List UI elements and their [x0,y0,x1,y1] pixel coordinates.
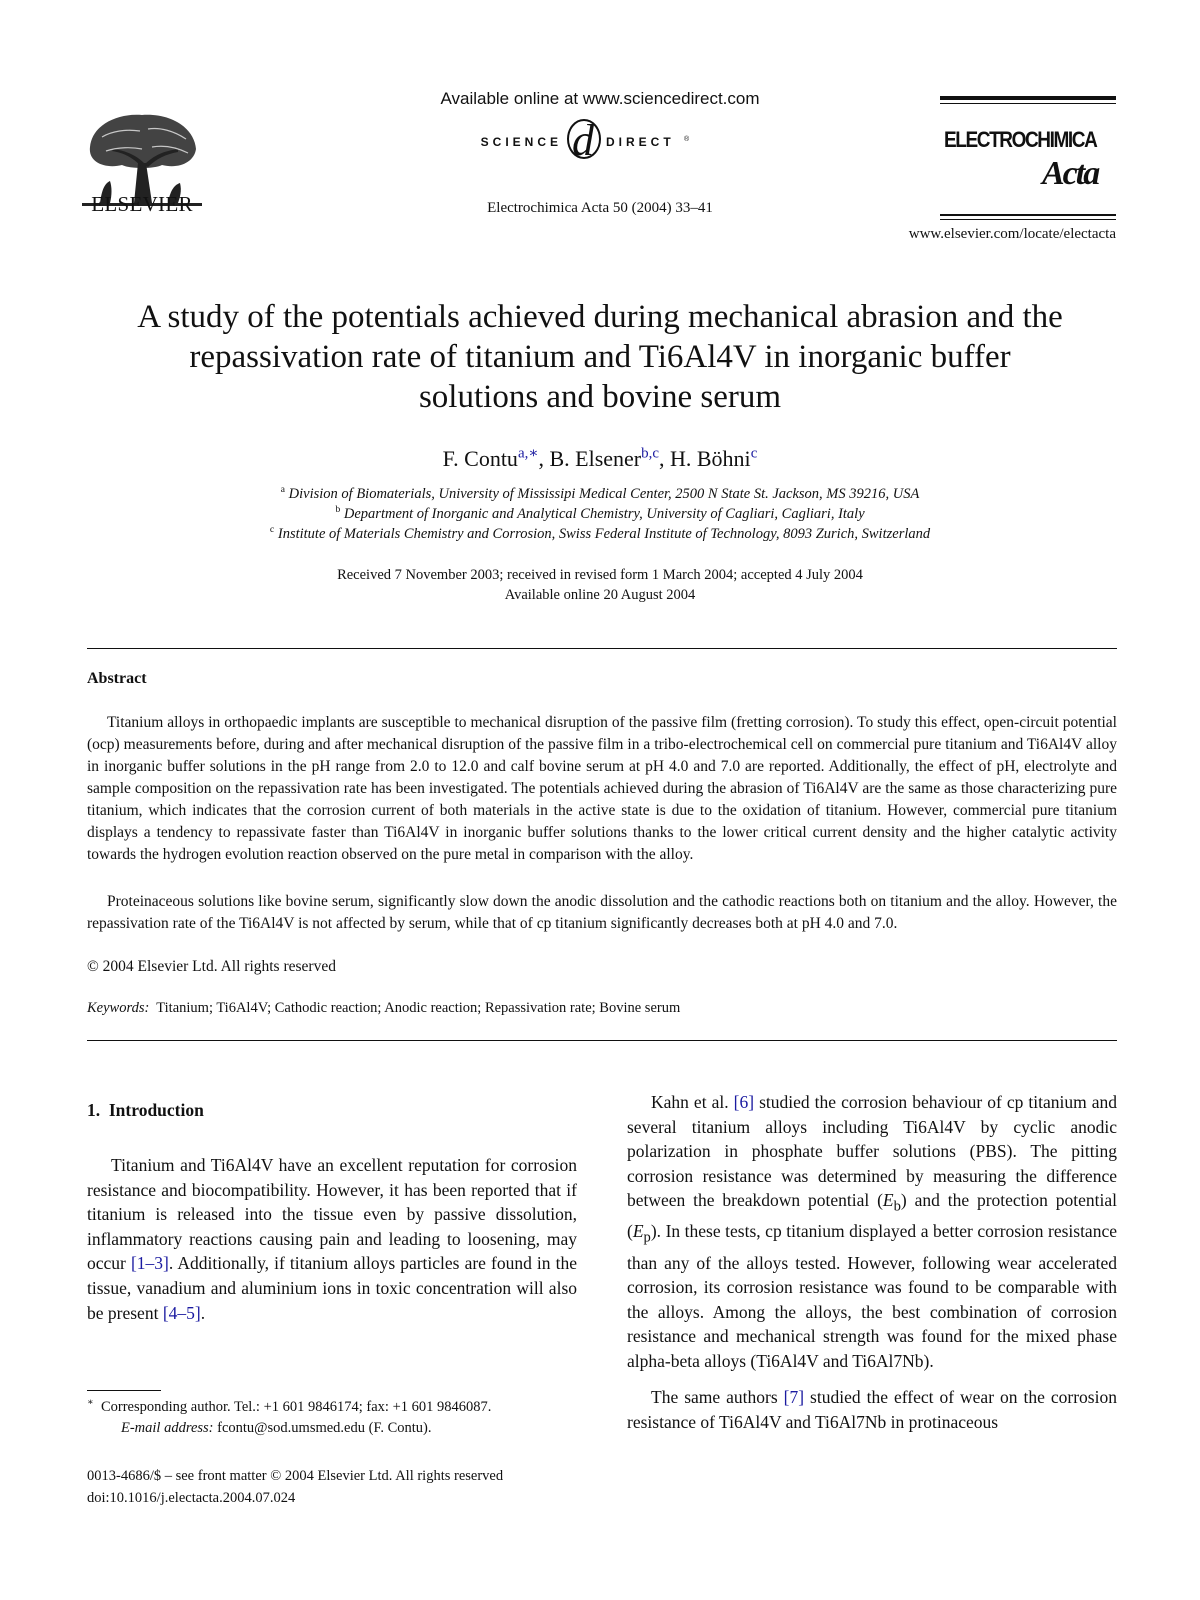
affiliation-text: Division of Biomaterials, University of Mississipi Medical Center, 2500 N State St. Jackson, MS 39216, USA [288,486,920,502]
section-divider [87,1040,1117,1041]
paragraph-text: The same authors [651,1387,784,1407]
title-line: A study of the potentials achieved during mechanical abrasion and the [137,299,1063,335]
section-divider [87,648,1117,649]
abstract-copyright: © 2004 Elsevier Ltd. All rights reserved [87,958,336,975]
author-separator: , [538,446,550,471]
journal-url: www.elsevier.com/locate/electacta [908,226,1116,242]
sd-logo-left-text: SCIENCE [480,135,562,149]
paragraph-text: Kahn et al. [651,1092,734,1112]
available-online-line: Available online at www.sciencedirect.com [440,89,760,108]
affiliation [0,506,1200,523]
journal-brand-rule [940,103,1116,104]
affiliation [0,526,1200,543]
math-symbol: E [882,1190,894,1211]
title-line: repassivation rate of titanium and Ti6Al4V in inorganic buffer [189,339,1011,375]
math-symbol: E [632,1221,644,1242]
journal-brand-title: ELECTROCHIMICA [944,128,1097,153]
footnote-mark: ∗ [87,1397,94,1409]
footnote-text: Corresponding author. Tel.: +1 601 9846174; fax: +1 601 9846087. [100,1399,492,1415]
author-affiliation-link[interactable]: b,c [641,445,659,462]
paragraph-text: ) and the protection potential ( [627,1190,1117,1242]
corresponding-author-footnote [87,1399,491,1416]
section-heading: 1. Introduction [87,1100,204,1120]
affiliation-mark: c [269,524,275,536]
issn-line: 0013-4686/$ – see front matter © 2004 Elsevier Ltd. All rights reserved [87,1468,504,1484]
journal-citation: Electrochimica Acta 50 (2004) 33–41 [487,200,713,216]
paragraph-text: studied the corrosion behaviour of cp titanium and several titanium alloys including Ti6Al4V by cyclic anodic polarization in phosphate buffer solutions (PBS). The pitting corrosion resistance was determined by measuring the difference between the breakdown potential ( [627,1092,1117,1211]
affiliation-mark: a [280,484,286,496]
paper-title [100,297,1100,417]
affiliation-mark: b [335,504,341,516]
citation-link[interactable]: [6] [733,1092,755,1112]
abstract-heading: Abstract [87,670,147,687]
svg-text:d: d [572,117,594,165]
abstract-paragraph: Proteinaceous solutions like bovine serum, significantly slow down the anodic dissolution and the cathodic reactions both on titanium and the alloy. However, the repassivation rate of the Ti6Al4V is not affected by serum, while that of cp titanium significantly decreases both at pH 4.0 and 7.0. [87,893,1117,932]
author-affiliation-link[interactable]: c [750,445,758,462]
affiliation-text: Institute of Materials Chemistry and Corrosion, Swiss Federal Institute of Technology, 8093 Zurich, Switzerland [277,526,931,542]
keywords [87,1000,680,1017]
abstract-paragraph: Titanium alloys in orthopaedic implants are susceptible to mechanical disruption of the passive film (fretting corrosion). To study this effect, open-circuit potential (ocp) measurements before, during and after mechanical disruption of the passive film in a tribo-electrochemical cell on commercial pure titanium and Ti6Al4V alloy in inorganic buffer solutions in the pH range from 2.0 to 12.0 and calf bovine serum at pH 4.0 and 7.0 are reported. Additionally, the effect of pH, electrolyte and sample composition on the repassivation rate has been investigated. The potentials achieved during the abrasion of Ti6Al4V are the same as those characterizing pure titanium, which indicates that the corrosion current of both materials in the active state is due to the oxidation of titanium. However, commercial pure titanium displays a tendency to repassivate faster than Ti6Al4V in inorganic buffer solutions thanks to the lower critical current density and the higher catalytic activity towards the hydrogen evolution reaction observed on the pure metal in comparison with the alloy. [87,714,1117,863]
online-date: Available online 20 August 2004 [504,587,696,603]
keywords-label: Keywords: [87,1000,150,1016]
received-dates: Received 7 November 2003; received in revised form 1 March 2004; accepted 4 July 2004 [337,567,863,583]
publisher-name: ELSEVIER [91,192,193,216]
paragraph-text: . [200,1302,206,1323]
journal-brand-subtitle: Acta [1042,155,1099,192]
email-address: fcontu@sod.umsmed.edu (F. Contu). [217,1420,432,1436]
math-subscript: b [893,1198,901,1215]
svg-text:®: ® [684,136,690,143]
paragraph-text: Titanium and Ti6Al4V have an excellent reputation for corrosion resistance and biocompatibility. However, it has been reported that if titanium is released into the tissue even by passive dissolution, inflammatory reactions causing pain and leading to loosening, may occur [87,1155,577,1274]
doi-line: doi:10.1016/j.electacta.2004.07.024 [87,1490,296,1506]
intro-paragraph [87,1153,577,1325]
keywords-text: Titanium; Ti6Al4V; Cathodic reaction; Anodic reaction; Repassivation rate; Bovine serum [156,1000,681,1016]
author-name: F. Contu [442,446,518,471]
author-name: B. Elsener [549,446,642,471]
math-subscript: p [643,1229,651,1246]
sd-logo-right-text: DIRECT [606,135,675,149]
paragraph-text: studied the effect of wear on the corrosion resistance of Ti6Al4V and Ti6Al7Nb in protinaceous [627,1387,1117,1432]
journal-brand-rule [940,96,1116,100]
author-list [0,446,1200,472]
email-label: E-mail address: [121,1420,214,1436]
journal-brand-rule [940,214,1116,216]
footnote-rule [87,1390,161,1391]
paragraph-text: . Additionally, if titanium alloys particles are found in the tissue, vanadium and aluminium ions in toxic concentration will also be present [87,1253,577,1323]
affiliation-text: Department of Inorganic and Analytical Chemistry, University of Cagliari, Cagliari, Italy [343,506,865,522]
journal-brand-rule [940,219,1116,220]
author-affiliation-link[interactable]: a,∗ [517,445,539,462]
author-separator: , [659,446,670,471]
paragraph-text: ). In these tests, cp titanium displayed a better corrosion resistance than any of the alloys tested. However, following wear accelerated corrosion, its corrosion resistance was found to be comparable with the alloys. Among the alloys, the best combination of corrosion resistance and mechanical strength was found for the mixed phase alpha-beta alloys (Ti6Al4V and Ti6Al7Nb). [627,1221,1117,1371]
title-line: solutions and bovine serum [418,379,782,415]
body-paragraph [627,1385,1117,1434]
affiliation [0,486,1200,503]
citation-link[interactable]: [4–5] [162,1302,201,1323]
email-footnote [121,1420,432,1437]
citation-link[interactable]: [7] [783,1387,805,1407]
sciencedirect-logo [460,117,740,165]
body-paragraph [627,1090,1117,1374]
author-name: H. Böhni [670,446,751,471]
citation-link[interactable]: [1–3] [130,1253,169,1274]
